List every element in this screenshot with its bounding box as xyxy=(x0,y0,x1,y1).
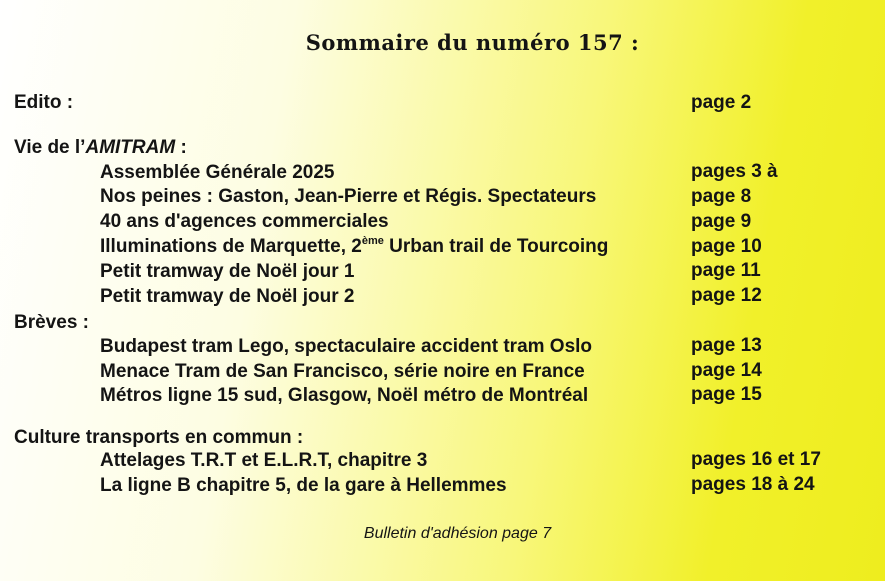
list-item: Petit tramway de Noël jour 1 xyxy=(100,261,355,282)
list-item: Menace Tram de San Francisco, série noire en France xyxy=(100,361,585,382)
page-ref: page 8 xyxy=(691,186,752,207)
page-ref: pages 3 à xyxy=(691,161,778,182)
list-item-text-a: Illuminations de Marquette, 2 xyxy=(100,236,362,257)
page-ref: page 14 xyxy=(691,360,762,381)
page-ref: page 15 xyxy=(691,384,762,405)
page-ref: page 12 xyxy=(691,285,762,306)
section-amitram-name: AMITRAM xyxy=(85,137,176,158)
page-ref: page 9 xyxy=(691,211,752,232)
page-ref: pages 18 à 24 xyxy=(691,474,815,495)
page-ref: page 11 xyxy=(691,260,761,281)
section-breves: Brèves : xyxy=(14,312,89,333)
section-amitram-prefix: Vie de l’ xyxy=(14,137,86,158)
list-item: Budapest tram Lego, spectaculaire accident tram Oslo xyxy=(100,336,593,357)
list-item-text-b: Urban trail de Tourcoing xyxy=(383,236,609,257)
section-edito: Edito : xyxy=(14,92,74,113)
superscript: ème xyxy=(361,235,384,247)
section-amitram-suffix: : xyxy=(175,137,187,158)
list-item: Nos peines : Gaston, Jean-Pierre et Régis. Spectateurs xyxy=(100,186,597,207)
page-ref: page 13 xyxy=(691,335,762,356)
list-item: Assemblée Générale 2025 xyxy=(100,162,335,183)
list-item xyxy=(100,236,608,258)
list-item: Attelages T.R.T et E.L.R.T, chapitre 3 xyxy=(100,450,428,471)
page-ref: page 10 xyxy=(691,236,762,257)
list-item: La ligne B chapitre 5, de la gare à Hellemmes xyxy=(100,475,507,496)
list-item: Métros ligne 15 sud, Glasgow, Noël métro de Montréal xyxy=(100,385,589,406)
page-ref: pages 16 et 17 xyxy=(691,449,821,470)
footer-note: Bulletin d'adhésion page 7 xyxy=(363,525,552,542)
page-ref-edito: page 2 xyxy=(691,92,752,113)
list-item: Petit tramway de Noël jour 2 xyxy=(100,286,355,307)
page-title: Sommaire du numéro 157 : xyxy=(305,30,640,55)
section-amitram xyxy=(14,137,187,159)
list-item: 40 ans d'agences commerciales xyxy=(100,211,389,232)
section-culture: Culture transports en commun : xyxy=(14,427,304,448)
